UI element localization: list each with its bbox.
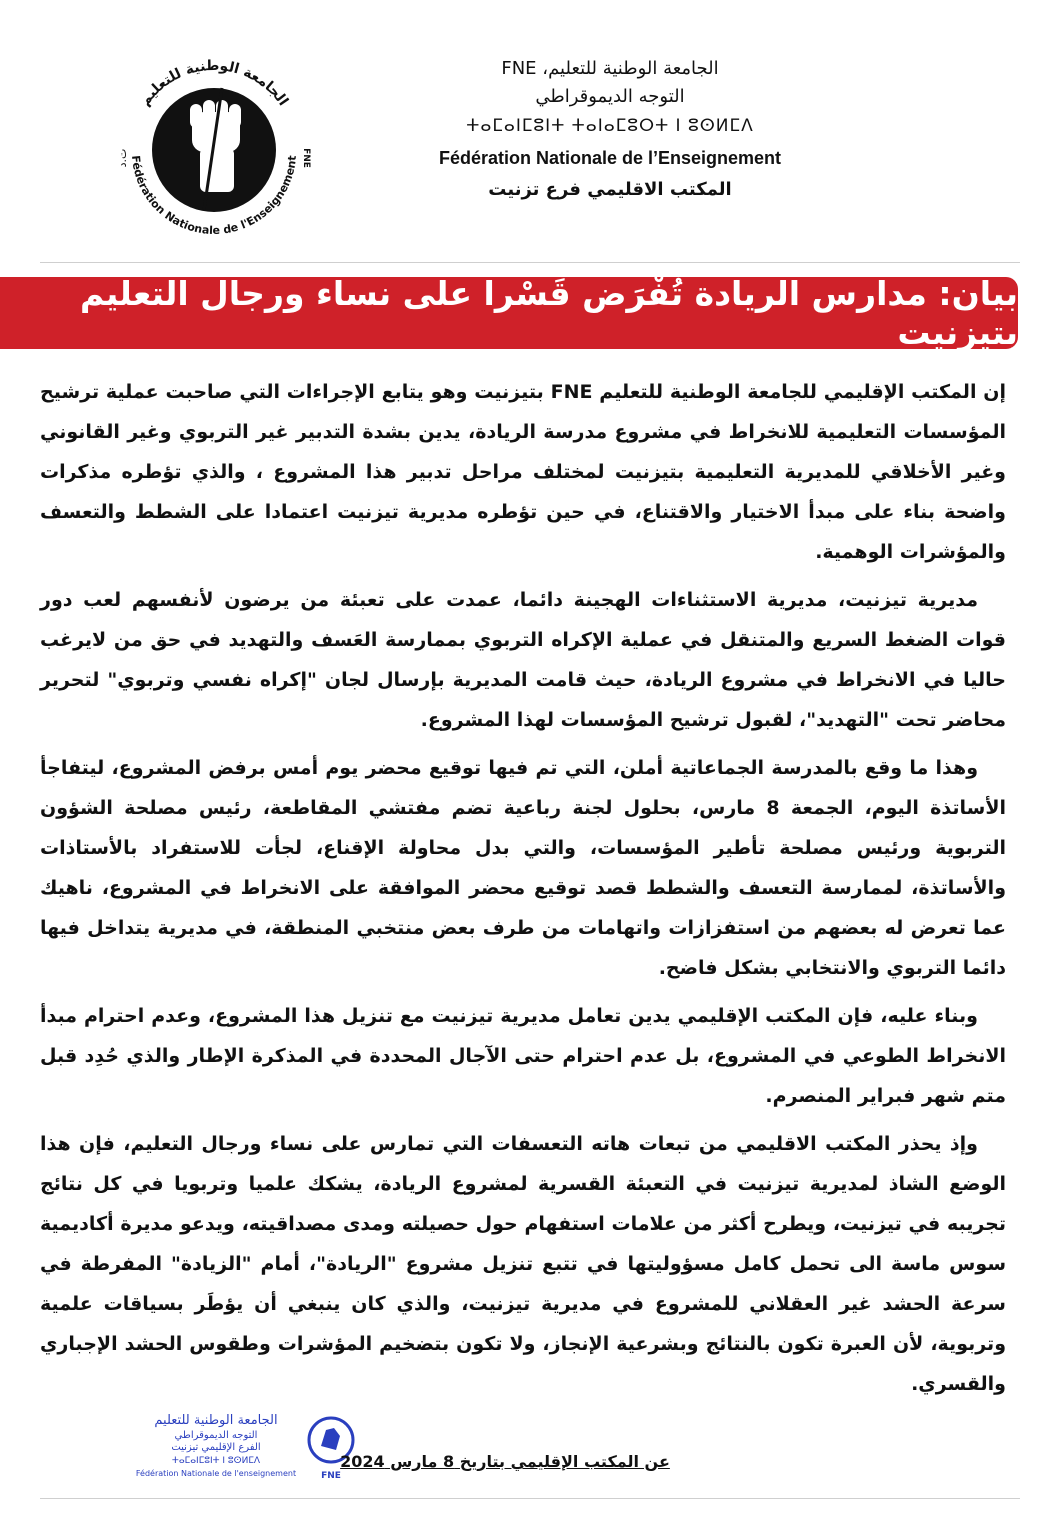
paragraph: إن المكتب الإقليمي للجامعة الوطنية للتعليم FNE بتيزنيت وهو يتابع الإجراءات التي صاحبت عملية ترشيح المؤسسات التعليمية للانخراط في مشروع مدرسة الريادة، يدين بشدة التدبير غير التربوي وغير القانوني وغير الأخلاقي للمديرية التعليمية بتيزنيت لمختلف مراحل تدبير هذا المشروع ، والذي تؤطره مذكرات واضحة بناء على مبدأ الاختيار والاقتناع، في حين تؤطره مديرية تيزنيت اعتمادا على الشطط والتعسف والمؤشرات الوهمية.	[40, 381, 1007, 563]
paragraph: وهذا ما وقع بالمدرسة الجماعاتية أملن، التي تم فيها توقيع محضر يوم أمس برفض المشروع، ليتفاجأ الأساتذة اليوم، الجمعة 8 مارس، بحلول لجنة رباعية تضم مفتشي المقاطعة، رئيس مصلحة الشؤون التربوية ورئيس مصلحة تأطير المؤسسات، والتي بدل محاولة الإقناع، لجأت للاستفراد بالأستاذات والأساتذة، لممارسة التعسف والشطط قصد توقيع محضر الموافقة على الانخراط في المشروع، ناهيك عما تعرض له بعضهم من استفزازات واتهامات من طرف بعض منتخبي المنطقة، في مديرية يتداخل فيها دائما التربوي والانتخابي بشكل فاضح.	[40, 757, 1006, 979]
paragraph: وإذ يحذر المكتب الاقليمي من تبعات هاته التعسفات التي تمارس على نساء ورجال التعليم، فإن هذا الوضع الشاذ لمديرية تيزنيت في التعبئة القسرية لمشروع الريادة، يشكك علميا وتربويا في كل نتائج تجريبه في تيزنيت، ويطرح أكثر من علامات استفهام حول حصيلته ومدى مصداقيته، ويدعو مديرة أكاديمية سوس ماسة الى تحمل كامل مسؤوليتها في تتبع تنزيل مشروع "الريادة"، أمام "الزيادة" المفرطة في سرعة الحشد غير العقلاني للمشروع في مديرية تيزنيت، والذي كان ينبغي أن يؤطَر بسياقات علمية وتربوية، لأن العبرة تكون بالنتائج وبشرعية الإنجاز، ولا تكون بتضخيم المؤشرات وطقوس الحشد الإجباري والقسري.	[40, 1133, 1006, 1395]
statement-title: بيان: مدارس الريادة تُفْرَض قَسْرا على نساء ورجال التعليم بتيزنيت	[80, 274, 1018, 352]
statement-body	[40, 372, 1006, 1412]
header-branch: المكتب الاقليمي فرع تزنيت	[488, 178, 732, 200]
header-divider	[40, 262, 1020, 263]
logo-side-right: FNE	[301, 148, 311, 168]
signature-line: عن المكتب الإقليمي بتاريخ 8 مارس 2024	[340, 1452, 670, 1471]
footer-divider	[40, 1498, 1020, 1499]
stamp-line-3: الفرع الإقليمي تيزنيت	[171, 1442, 261, 1453]
stamp-line-4: ⵜⴰⵎⴰⵏⵎⵓⵏⵜ ⵏ ⵓⵙⵍⵎⴷ	[171, 1456, 261, 1466]
stamp-line-2: التوجه الديموقراطي	[174, 1430, 258, 1441]
stamp-line-5: Fédération Nationale de l'enseignement	[135, 1469, 297, 1478]
header-orientation: التوجه الديموقراطي	[535, 86, 685, 108]
header-french-name: Fédération Nationale de l’Enseignement	[438, 147, 782, 168]
stamp-line-1: الجامعة الوطنية للتعليم	[154, 1413, 278, 1428]
paragraph: وبناء عليه، فإن المكتب الإقليمي يدين تعامل مديرية تيزنيت مع تنزيل هذا المشروع، وعدم احترام مبدأ الانخراط الطوعي في المشروع، بل عدم احترام حتى الآجال المحددة في المذكرة الإطار والذي حُدِد قبل متم شهر فبراير المنصرم.	[40, 1005, 1006, 1107]
title-banner	[0, 274, 1018, 352]
fne-logo	[104, 40, 324, 260]
letterhead	[400, 56, 820, 203]
header-org-name: الجامعة الوطنية للتعليم، FNE	[501, 58, 719, 79]
logo-side-left: ت.د	[116, 148, 129, 168]
paragraph: مديرية تيزنيت، مديرية الاستثناءات الهجينة دائما، عمدت على تعبئة من يرضون لأنفسهم لعب دور قوات الضغط السريع والمتنقل في عملية الإكراه التربوي بممارسة العَسف والتهديد في حق من لايرغب حاليا في الانخراط في مشروع الريادة، حيث قامت المديرية بإرسال لجان "إكراه نفسي وتربوي" لتحرير محاضر تحت "التهديد"، لقبول ترشيح المؤسسات لهذا المشروع.	[40, 589, 1006, 731]
header-tifinagh: ⵜⴰⵎⴰⵏⵎⵓⵏⵜ ⵜⴰⵏⴰⵎⵓⵔⵜ ⵏ ⵓⵙⵍⵎⴷ	[466, 116, 754, 137]
official-stamp	[116, 1410, 366, 1490]
stamp-badge: FNE	[321, 1471, 341, 1481]
logo-ring-top: الجامعة الوطنية للتعليم	[137, 57, 292, 109]
logo-ring-bottom: Fédération Nationale de l'Enseignement	[129, 154, 299, 238]
